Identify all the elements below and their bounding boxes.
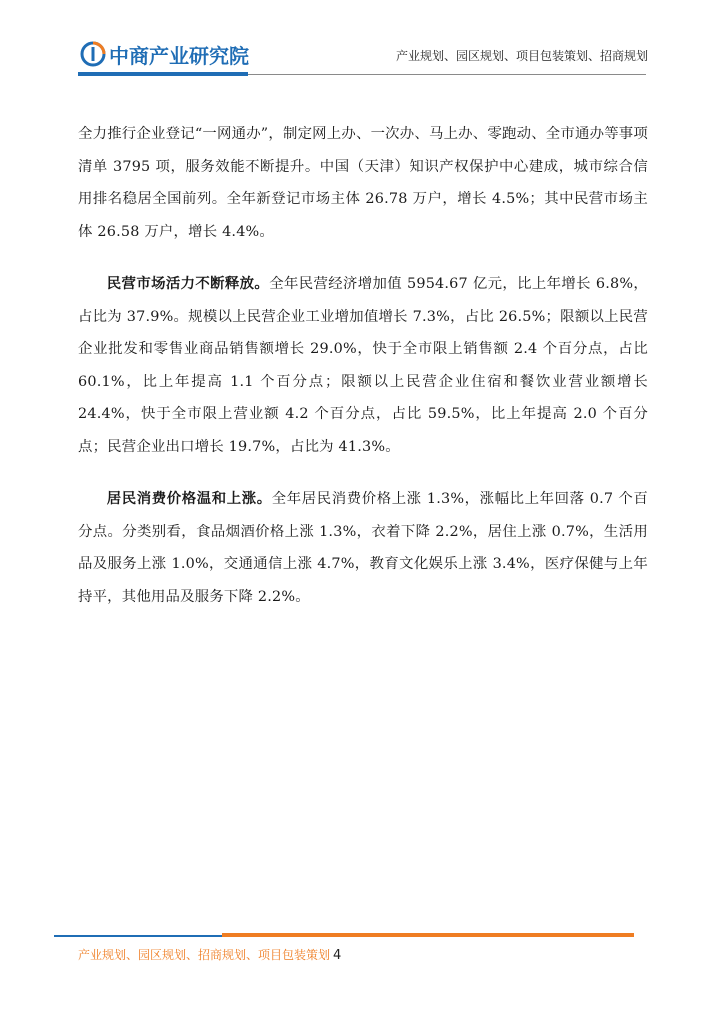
logo-text: 中商产业研究院 [109, 43, 249, 68]
logo-mark-icon [80, 41, 106, 67]
paragraph-3-lead: 居民消费价格温和上涨。 [106, 491, 272, 507]
footer-tagline: 产业规划、园区规划、招商规划、项目包装策划 [78, 948, 331, 962]
paragraph-2: 民营市场活力不断释放。全年民营经济增加值 5954.67 亿元，比上年增长 6.8%，占比为 37.9%。规模以上民营企业工业增加值增长 7.3%，占比 26.5%；限额以上民营企业批发和零售业商品销售额增长 29.0%，快于全市限上销售额 2.4 个百分点，占比 60.1%，比上年提高 1.1 个百分点；限额以上民营企业住宿和餐饮业营业额增长 24.4%，快于全市限上营业额 4.2 个百分点，占比 59.5%，比上年提高 2.0 个百分点；民营企业出口增长 19.7%，占比为 41.3%。 [78, 276, 649, 455]
page-footer [78, 946, 341, 963]
page-header [0, 0, 724, 80]
header-tagline: 产业规划、园区规划、项目包装策划、招商规划 [395, 49, 648, 63]
paragraph-2-lead: 民营市场活力不断释放。 [106, 276, 270, 292]
header-divider [78, 72, 646, 78]
company-logo [80, 40, 249, 68]
footer-divider [54, 932, 634, 938]
page-number: 4 [333, 948, 342, 963]
document-body [78, 118, 648, 633]
paragraph-1: 全力推行企业登记“一网通办”，制定网上办、一次办、马上办、零跑动、全市通办等事项清单 3795 项，服务效能不断提升。中国（天津）知识产权保护中心建成，城市综合信用排名稳居全国前列。全年新登记市场主体 26.78 万户，增长 4.5%；其中民营市场主体 26.58 万户，增长 4.4%。 [78, 126, 648, 240]
paragraph-3: 居民消费价格温和上涨。全年居民消费价格上涨 1.3%，涨幅比上年回落 0.7 个百分点。分类别看，食品烟酒价格上涨 1.3%，衣着下降 2.2%，居住上涨 0.7%，生活用品及服务上涨 1.0%，交通通信上涨 4.7%，教育文化娱乐上涨 3.4%，医疗保健与上年持平，其他用品及服务下降 2.2%。 [78, 491, 648, 605]
